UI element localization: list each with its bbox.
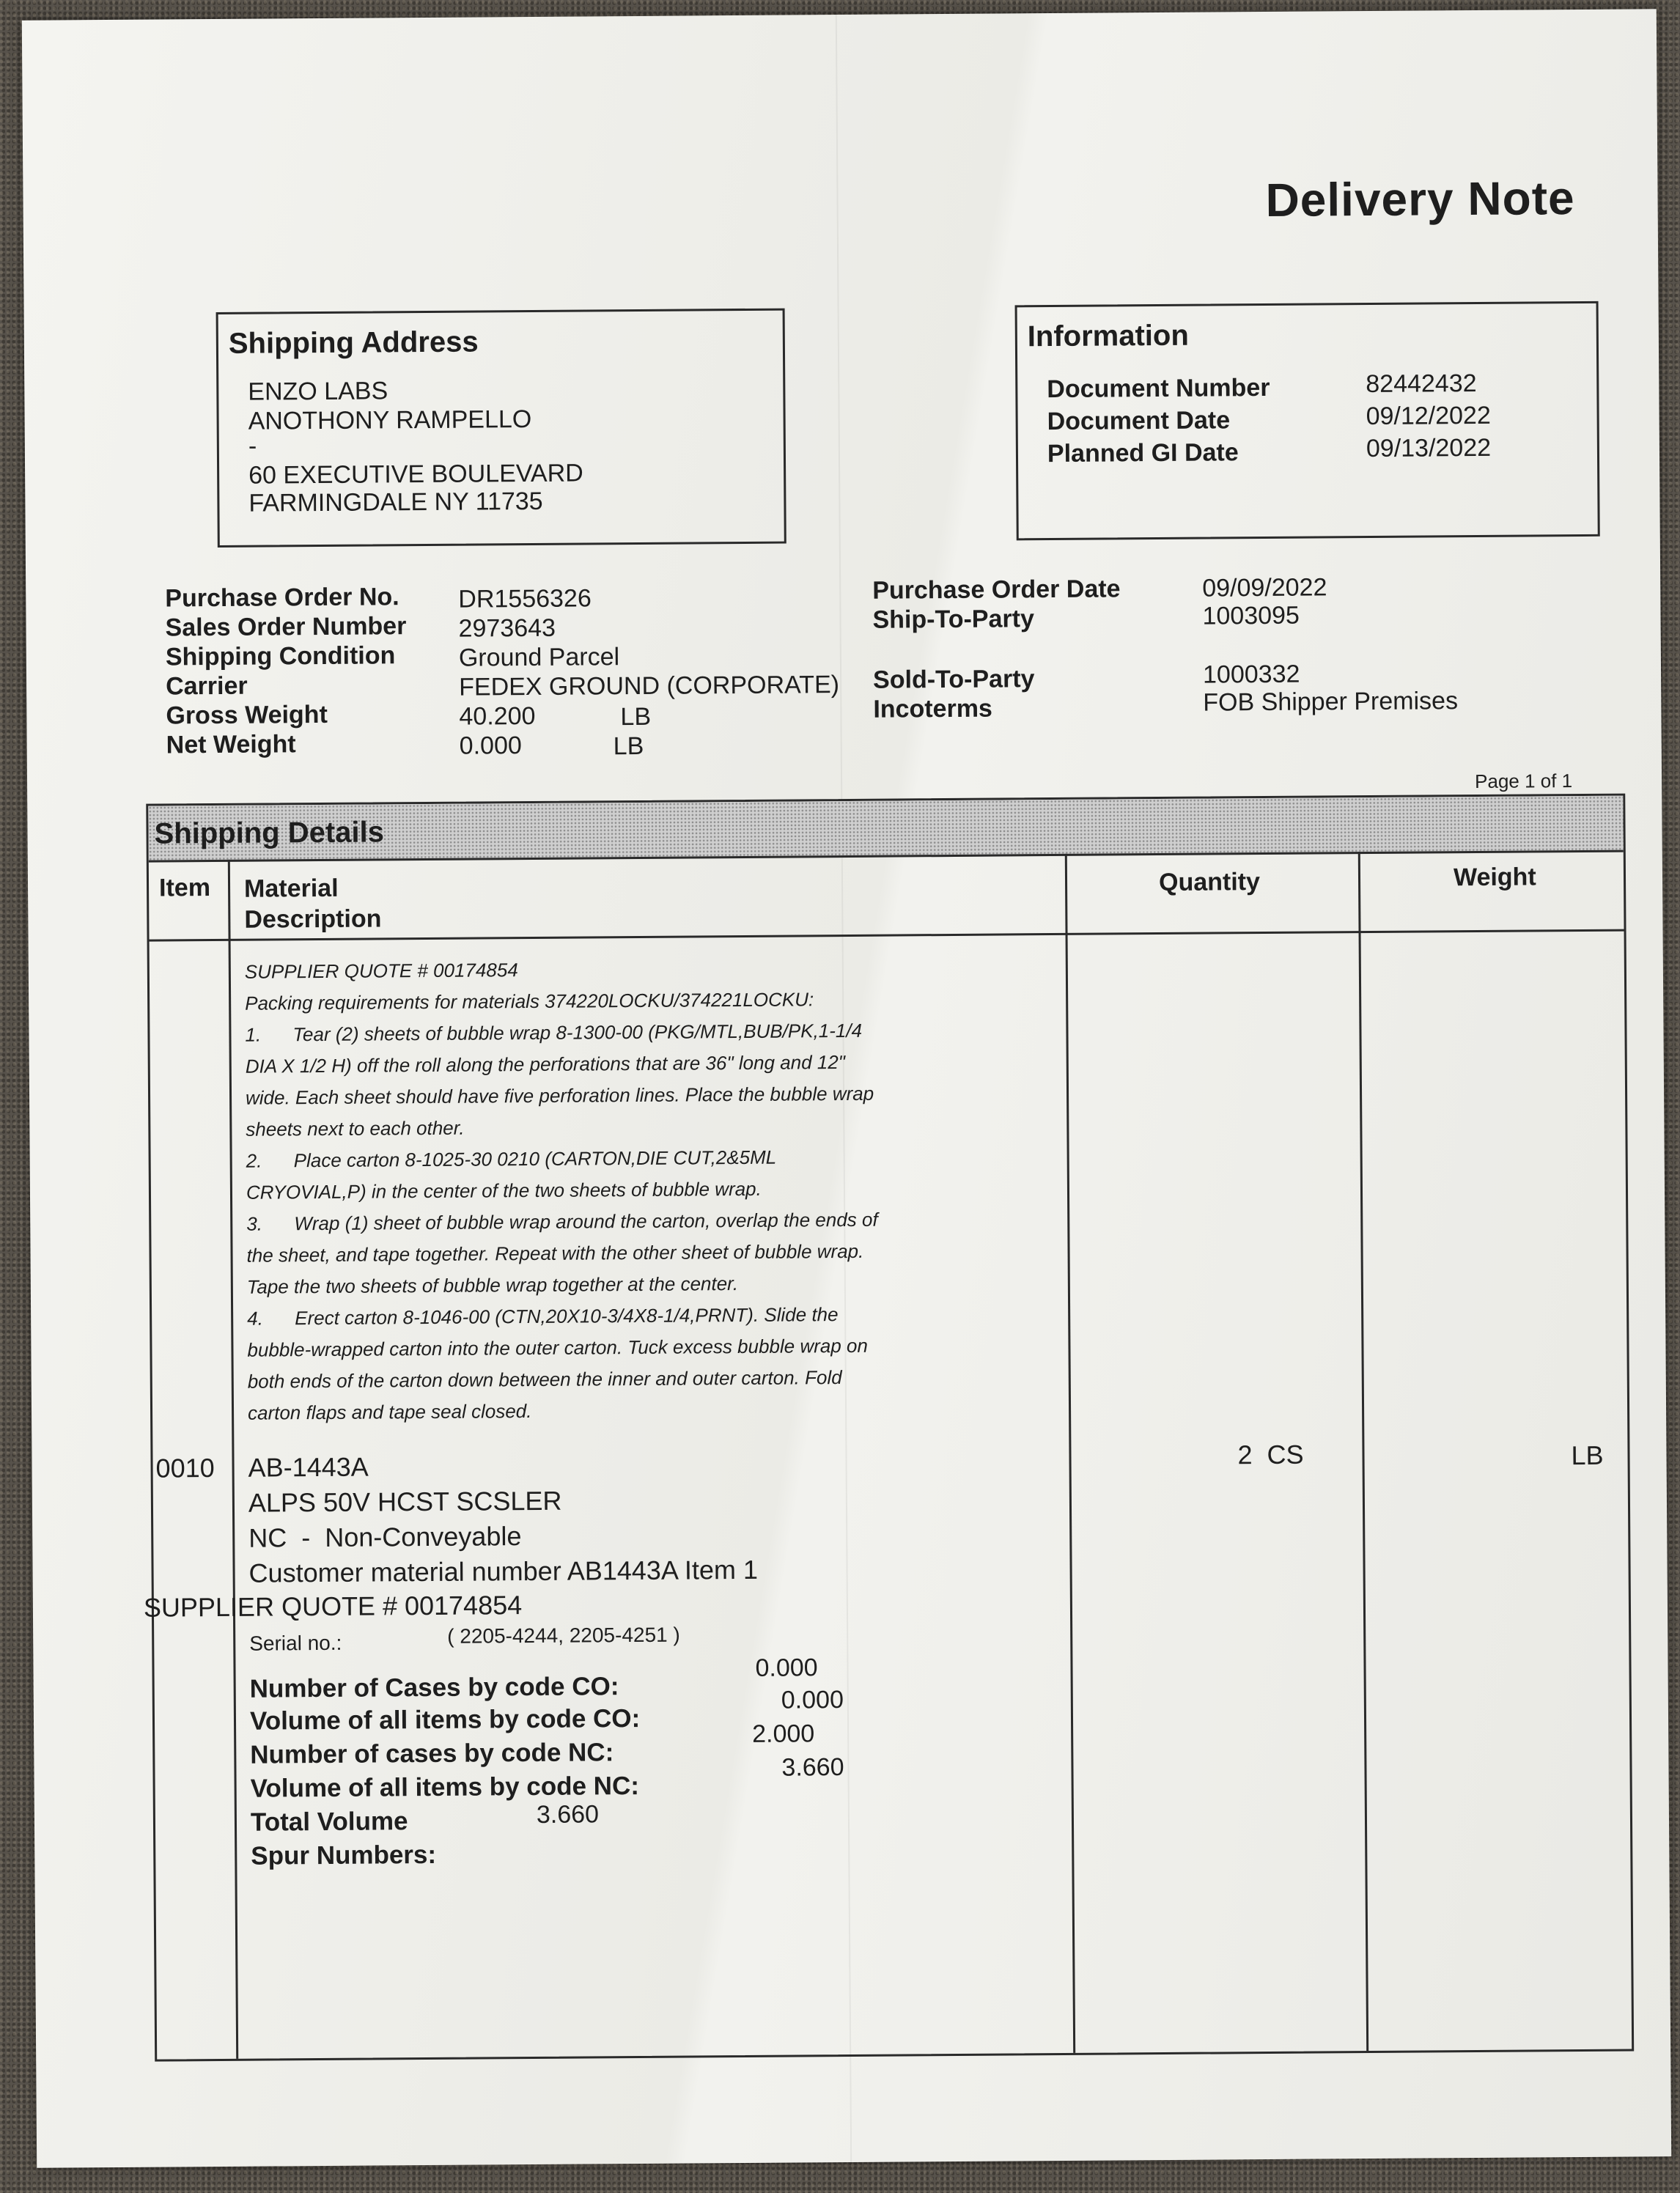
col-quantity-header: Quantity [1158, 868, 1261, 897]
po-number-value: DR1556326 [458, 584, 592, 613]
summary-label: Volume of all items by code CO: [249, 1703, 641, 1736]
address-city: FARMINGDALE NY 11735 [248, 487, 543, 517]
summary-value: 0.000 [781, 1686, 844, 1714]
incoterms-label: Incoterms [873, 694, 993, 723]
information-heading: Information [1027, 319, 1189, 353]
instruction-line: SUPPLIER QUOTE # 00174854 [244, 959, 518, 983]
item-conveyable: NC - Non-Conveyable [248, 1521, 522, 1553]
summary-label: Spur Numbers: [251, 1840, 437, 1870]
serial-value: ( 2205-4244, 2205-4251 ) [447, 1623, 680, 1648]
info-planned-gi-date-value: 09/13/2022 [1366, 433, 1492, 463]
instruction-line: Tape the two sheets of bubble wrap together at the center. [246, 1272, 739, 1298]
quantity-column-divider [1358, 852, 1368, 2051]
instruction-line: carton flaps and tape seal closed. [247, 1400, 532, 1424]
shipping-details-heading: Shipping Details [154, 816, 385, 850]
address-company: ENZO LABS [248, 377, 388, 406]
info-document-date-label: Document Date [1047, 406, 1231, 436]
summary-label: Total Volume [250, 1807, 408, 1837]
shipping-details-header [148, 796, 1623, 863]
summary-label: Number of Cases by code CO: [249, 1672, 619, 1703]
info-document-number-label: Document Number [1047, 373, 1270, 404]
col-description-header: Description [244, 904, 382, 934]
item-customer-material: Customer material number AB1443A Item 1 [248, 1554, 759, 1588]
net-weight-unit: LB [613, 731, 644, 761]
info-document-date-value: 09/12/2022 [1366, 401, 1491, 431]
po-date-label: Purchase Order Date [872, 575, 1121, 605]
instruction-line: CRYOVIAL,P) in the center of the two sheets of bubble wrap. [246, 1177, 762, 1204]
instruction-line: 2. Place carton 8-1025-30 0210 (CARTON,DIE CUT,2&5ML [246, 1146, 777, 1172]
summary-value: 0.000 [755, 1654, 818, 1682]
instruction-line: both ends of the carton down between the inner and outer carton. Fold [247, 1366, 842, 1393]
item-supplier-quote: SUPPLIER QUOTE # 00174854 [143, 1590, 523, 1623]
instruction-line: Packing requirements for materials 374220LOCKU/374221LOCKU: [245, 988, 814, 1014]
item-weight: LB [1571, 1440, 1604, 1471]
instruction-line: bubble-wrapped carton into the outer carton. Tuck excess bubble wrap on [247, 1334, 869, 1361]
address-dash: - [248, 432, 257, 460]
sales-order-value: 2973643 [458, 613, 556, 643]
ship-to-party-label: Ship-To-Party [872, 605, 1035, 634]
delivery-note-paper [22, 9, 1671, 2167]
sold-to-party-label: Sold-To-Party [872, 665, 1035, 694]
col-weight-header: Weight [1453, 863, 1536, 892]
summary-value: 2.000 [752, 1720, 815, 1748]
sold-to-party-value: 1000332 [1202, 660, 1300, 689]
shipping-address-box [216, 309, 786, 548]
shipping-condition-value: Ground Parcel [458, 643, 620, 672]
item-number: 0010 [155, 1453, 215, 1484]
packing-instructions [245, 951, 1061, 1429]
col-item-header: Item [158, 874, 211, 902]
information-box [1015, 301, 1600, 541]
instruction-line: the sheet, and tape together. Repeat with the other sheet of bubble wrap. [246, 1239, 864, 1267]
po-date-value: 09/09/2022 [1202, 573, 1327, 602]
item-quantity: 2 CS [1237, 1439, 1304, 1470]
instruction-line: 3. Wrap (1) sheet of bubble wrap around the carton, overlap the ends of [246, 1208, 878, 1235]
carrier-label: Carrier [166, 671, 248, 701]
instruction-line: 1. Tear (2) sheets of bubble wrap 8-1300-00 (PKG/MTL,BUB/PK,1-1/4 [245, 1019, 863, 1046]
summary-label: Number of cases by code NC: [250, 1738, 614, 1769]
shipping-address-heading: Shipping Address [228, 325, 479, 360]
po-number-label: Purchase Order No. [165, 583, 399, 613]
sales-order-label: Sales Order Number [165, 612, 407, 642]
shipping-condition-label: Shipping Condition [165, 641, 396, 671]
instruction-line: wide. Each sheet should have five perforation lines. Place the bubble wrap [245, 1082, 874, 1109]
material-column-divider [1065, 854, 1075, 2053]
ship-to-party-value: 1003095 [1202, 601, 1300, 630]
summary-value: 3.660 [781, 1753, 844, 1782]
item-material: AB-1443A [248, 1451, 369, 1483]
info-planned-gi-date-label: Planned GI Date [1047, 438, 1239, 468]
page-number: Page 1 of 1 [1474, 770, 1573, 793]
item-column-divider [228, 860, 238, 2059]
col-material-header: Material [243, 874, 339, 903]
summary-label: Volume of all items by code NC: [250, 1772, 640, 1803]
item-description: ALPS 50V HCST SCSLER [248, 1485, 562, 1518]
carrier-value: FEDEX GROUND (CORPORATE) [459, 671, 840, 701]
gross-weight-label: Gross Weight [166, 700, 328, 730]
net-weight-label: Net Weight [166, 730, 296, 759]
address-street: 60 EXECUTIVE BOULEVARD [248, 459, 583, 490]
info-document-number-value: 82442432 [1366, 369, 1477, 399]
address-contact: ANOTHONY RAMPELLO [248, 405, 532, 435]
net-weight-value: 0.000 [459, 731, 522, 760]
instruction-line: DIA X 1/2 H) off the roll along the perforations that are 36" long and 12" [245, 1051, 846, 1077]
document-title: Delivery Note [1265, 172, 1575, 226]
instruction-line: 4. Erect carton 8-1046-00 (CTN,20X10-3/4X8-1/4,PRNT). Slide the [247, 1303, 839, 1330]
summary-value: 3.660 [536, 1800, 600, 1829]
incoterms-value: FOB Shipper Premises [1203, 687, 1459, 717]
shipping-details-table [143, 794, 1634, 2062]
gross-weight-unit: LB [620, 702, 652, 731]
instruction-line: sheets next to each other. [246, 1116, 465, 1140]
serial-label: Serial no.: [249, 1631, 342, 1655]
gross-weight-value: 40.200 [459, 701, 536, 731]
